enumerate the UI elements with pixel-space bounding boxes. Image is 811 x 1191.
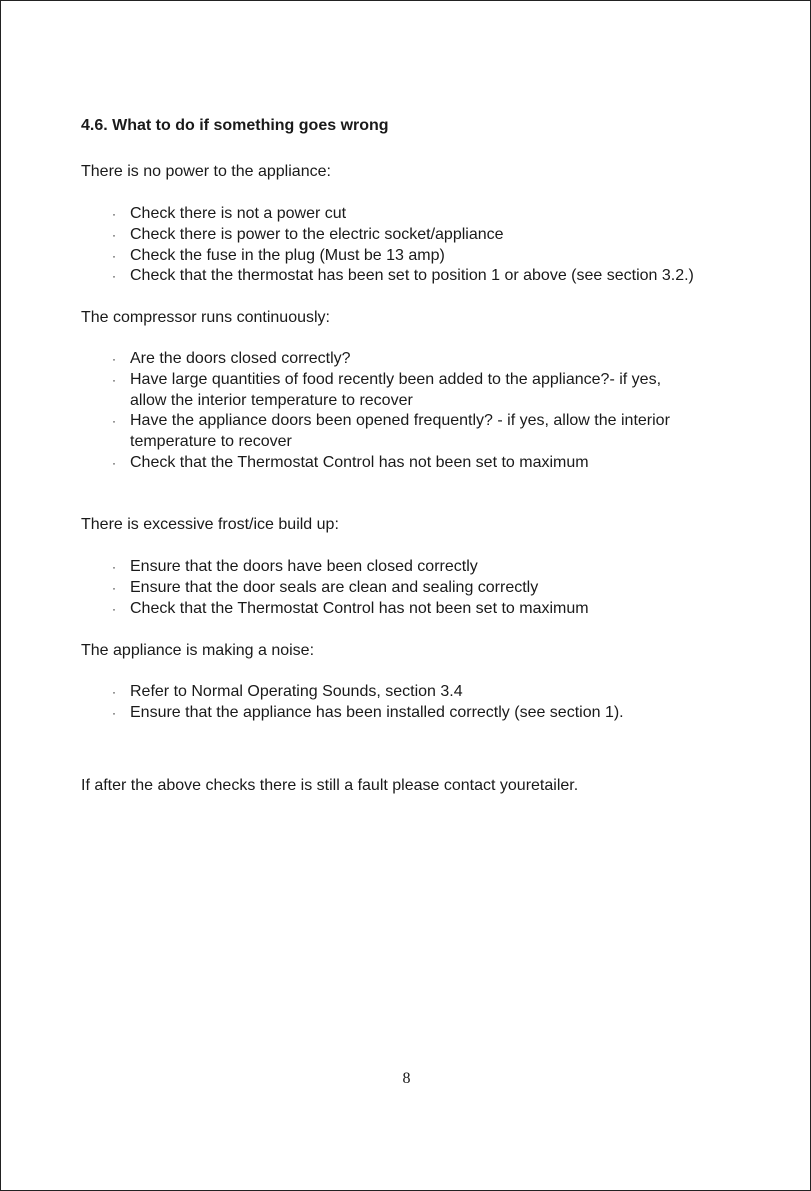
section-heading: 4.6. What to do if something goes wrong <box>81 117 389 134</box>
list-item-continuation <box>109 432 749 453</box>
bullet-icon: · <box>112 560 116 574</box>
bullet-icon: · <box>112 580 116 595</box>
list-item-text: allow the interior temperature to recover <box>130 391 413 409</box>
bullet-icon: · <box>112 455 116 470</box>
bullet-list-frost <box>109 557 749 619</box>
page-number: 8 <box>402 1070 411 1087</box>
list-item <box>109 370 749 391</box>
bullet-icon: · <box>112 601 116 616</box>
list-item-text: Are the doors closed correctly? <box>130 350 351 367</box>
list-item <box>109 204 749 225</box>
contact-retailer-note: If after the above checks there is still a fault please contact youretailer. <box>81 777 579 794</box>
list-item <box>109 411 749 432</box>
bullet-icon: · <box>112 227 116 242</box>
list-item-text: Check that the Thermostat Control has not been set to maximum <box>130 453 589 471</box>
section-title-frost: There is excessive frost/ice build up: <box>81 516 339 533</box>
list-item-text: Check that the Thermostat Control has not been set to maximum <box>130 599 589 617</box>
bullet-icon: · <box>112 372 116 387</box>
list-item-continuation <box>109 391 749 412</box>
list-item <box>109 225 749 246</box>
bullet-icon: · <box>112 269 116 284</box>
list-item-text: Check the fuse in the plug (Must be 13 amp) <box>130 246 445 264</box>
list-item <box>109 349 749 370</box>
bullet-icon: · <box>112 685 116 699</box>
bullet-icon: · <box>112 248 116 263</box>
list-item <box>109 578 749 599</box>
list-item-text: Have large quantities of food recently been added to the appliance?- if yes, <box>130 370 662 388</box>
list-item-text: Have the appliance doors been opened frequently? - if yes, allow the interior <box>130 412 670 430</box>
list-item <box>109 703 749 724</box>
list-item <box>109 557 749 578</box>
bullet-list-noise <box>109 682 749 724</box>
bullet-icon: · <box>112 352 116 366</box>
list-item-text: Check that the thermostat has been set to position 1 or above (see section 3.2.) <box>130 267 694 285</box>
list-item <box>109 599 749 620</box>
bullet-icon: · <box>112 705 116 720</box>
section-title-compressor: The compressor runs continuously: <box>81 309 330 326</box>
list-item-text: Ensure that the door seals are clean and sealing correctly <box>130 578 539 596</box>
list-item-text: Ensure that the doors have been closed correctly <box>130 558 478 575</box>
list-item-text: temperature to recover <box>130 433 292 451</box>
list-item-text: Ensure that the appliance has been installed correctly (see section 1). <box>130 703 624 721</box>
list-item-text: Check there is power to the electric socket/appliance <box>130 225 504 243</box>
list-item-text: Refer to Normal Operating Sounds, section 3.4 <box>130 683 463 700</box>
list-item <box>109 246 749 267</box>
bullet-icon: · <box>112 414 116 429</box>
list-item <box>109 453 749 474</box>
bullet-list-no-power <box>109 204 749 287</box>
bullet-list-compressor <box>109 349 749 474</box>
section-title-no-power: There is no power to the appliance: <box>81 163 331 180</box>
list-item <box>109 682 749 703</box>
bullet-icon: · <box>112 207 116 221</box>
list-item-text: Check there is not a power cut <box>130 205 347 222</box>
section-title-noise: The appliance is making a noise: <box>81 642 315 659</box>
list-item <box>109 266 749 287</box>
